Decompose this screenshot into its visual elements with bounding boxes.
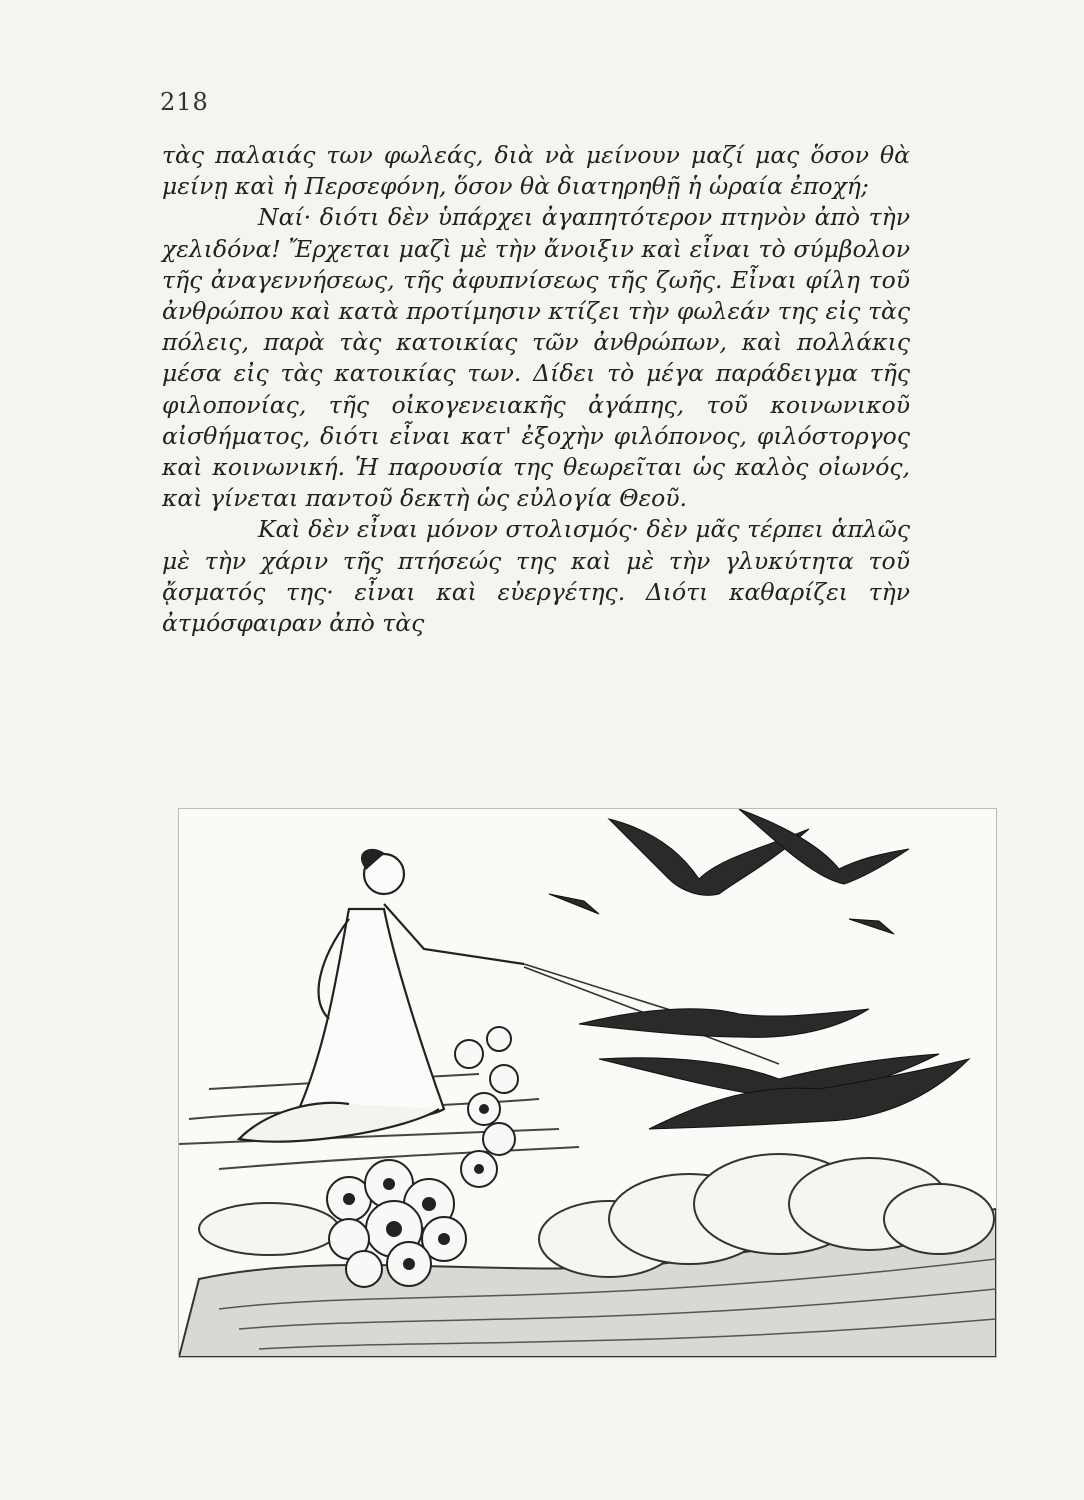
illustration-woman-with-swallows [178, 808, 997, 1358]
illustration-drawing [179, 809, 996, 1357]
paragraph-2: Ναί· διότι δὲν ὑπάρχει ἀγαπητότερον πτηνὸν ἀπὸ τὴν χελιδόνα! Ἔρχεται μαζὶ μὲ τὴν ἄνοιξιν καὶ εἶναι τὸ σύμβολον τῆς ἀναγεννήσεως, τῆς ἀφυπνίσεως τῆς ζωῆς. Εἶναι φίλη τοῦ ἀνθρώπου καὶ κατὰ προτίμησιν κτίζει τὴν φωλεάν της εἰς τὰς πόλεις, παρὰ τὰς κατοικίας τῶν ἀνθρώπων, καὶ πολλάκις μέσα εἰς τὰς κατοικίας των. Δίδει τὸ μέγα παράδειγμα τῆς φιλοπονίας, τῆς οἰκογενειακῆς ἀγάπης, τοῦ κοινωνικοῦ αἰσθήματος, διότι εἶναι κατ' ἐξοχὴν φιλόπονος, φιλόστοργος καὶ κοινωνική. Ἡ παρουσία της θεωρεῖται ὡς καλὸς οἰωνός, καὶ γίνεται παντοῦ δεκτὴ ὡς εὐλογία Θεοῦ. [162, 203, 910, 513]
page-number: 218 [160, 88, 209, 116]
paragraph-3: Καὶ δὲν εἶναι μόνον στολισμός· δὲν μᾶς τέρπει ἁπλῶς μὲ τὴν χάριν τῆς πτήσεώς της καὶ μὲ τὴν γλυκύτητα τοῦ ᾄσματός της· εἶναι καὶ εὐεργέτης. Διότι καθαρίζει τὴν ἀτμόσφαιραν ἀπὸ τὰς [162, 515, 910, 638]
paragraph-1: τὰς παλαιάς των φωλεάς, διὰ νὰ μείνουν μαζί μας ὅσον θὰ μείνῃ καὶ ἡ Περσεφόνη, ὅσον θὰ διατηρηθῇ ἡ ὡραία ἐποχή; [162, 141, 910, 201]
body-text [162, 140, 910, 639]
